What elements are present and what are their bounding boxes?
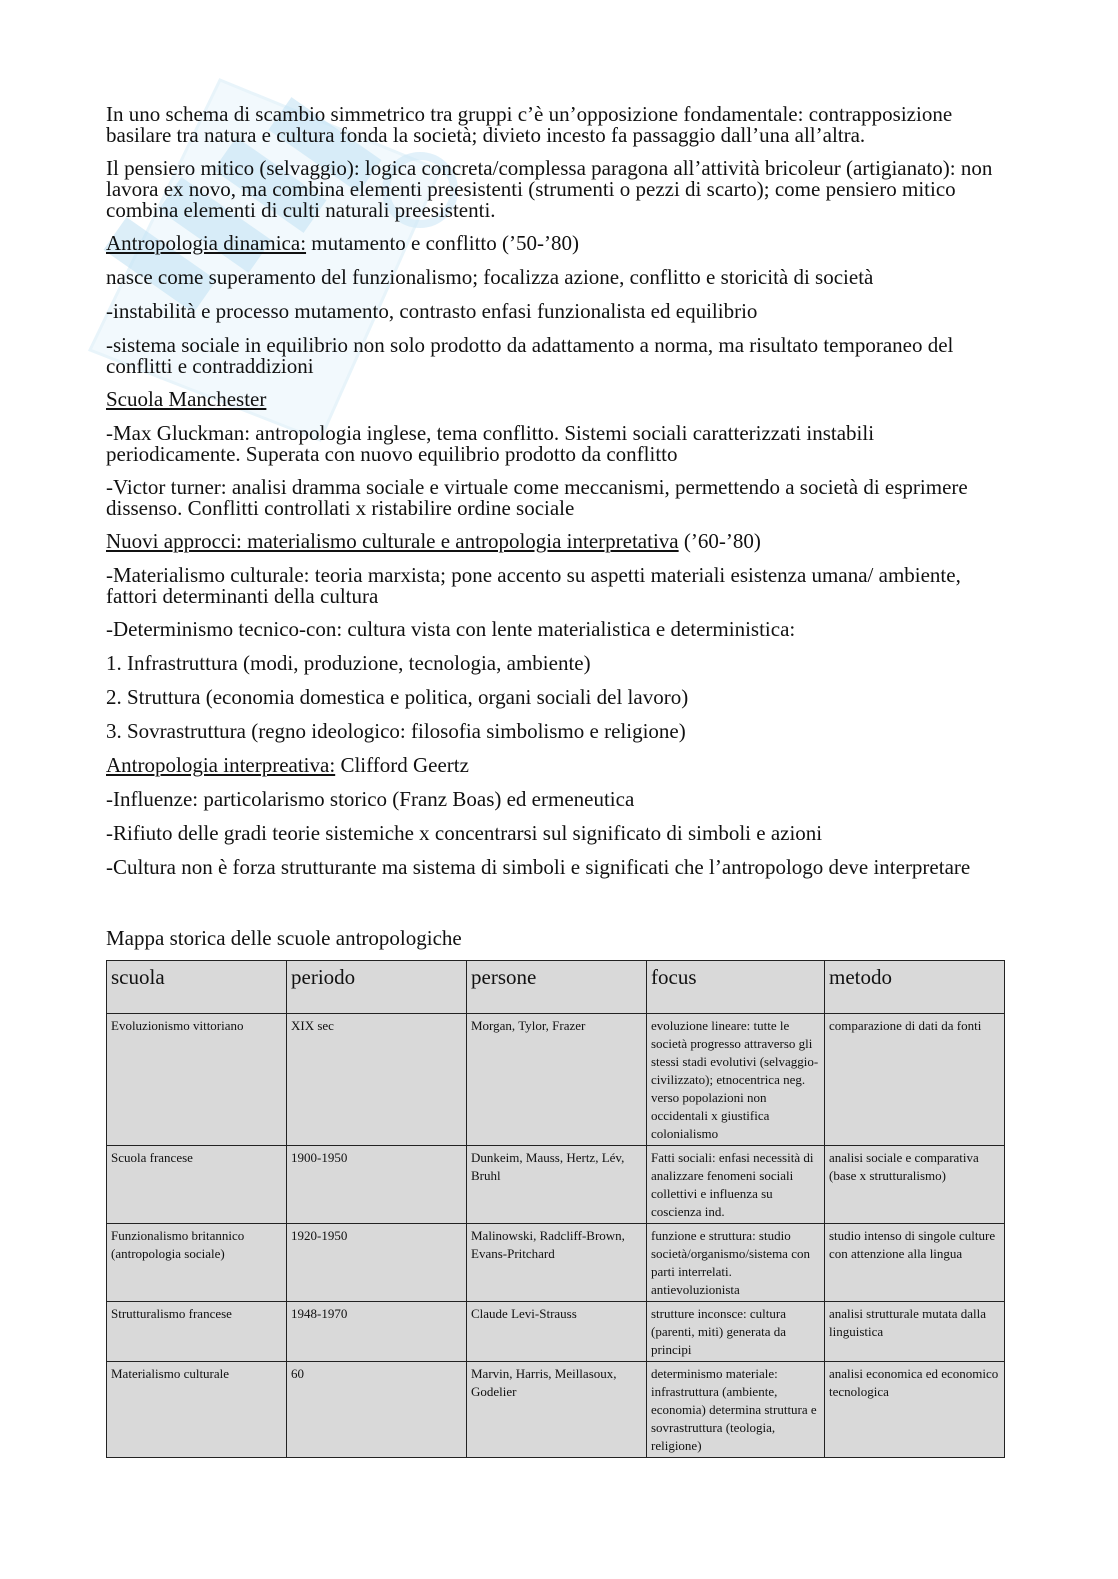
- heading-nuovi-approcci: Nuovi approcci: materialismo culturale e antropologia interpretativa (’60-’80): [106, 529, 761, 553]
- table-row: [107, 1362, 1005, 1458]
- table-header-row: [107, 961, 1005, 1014]
- cell-scuola: Scuola francese: [107, 1146, 287, 1224]
- cell-focus: strutture inconsce: cultura (parenti, miti) generata da principi: [647, 1302, 825, 1362]
- header-persone: persone: [467, 961, 647, 1014]
- cell-focus: determinismo materiale: infrastruttura (ambiente, economia) determina struttura e sovrastruttura (teologia, religione): [647, 1362, 825, 1458]
- paragraph-cultura: -Cultura non è forza strutturante ma sistema di simboli e significati che l’antropologo deve interpretare: [106, 855, 971, 879]
- cell-periodo: 1948-1970: [287, 1302, 467, 1362]
- cell-scuola: Evoluzionismo vittoriano: [107, 1014, 287, 1146]
- cell-periodo: XIX sec: [287, 1014, 467, 1146]
- list-item-struttura: 2. Struttura (economia domestica e politica, organi sociali del lavoro): [106, 685, 689, 709]
- heading-scuola-manchester: Scuola Manchester: [106, 387, 267, 411]
- paragraph-turner: -Victor turner: analisi dramma sociale e virtuale come meccanismi, permettendo a società di esprimere dissenso. Conflitti controllati x ristabilire ordine sociale: [106, 475, 968, 520]
- header-periodo: periodo: [287, 961, 467, 1014]
- paragraph-materialismo: -Materialismo culturale: teoria marxista; pone accento su aspetti materiali esistenza umana/ ambiente, fattori determinanti della cultura: [106, 563, 961, 608]
- cell-metodo: analisi sociale e comparativa (base x strutturalismo): [825, 1146, 1005, 1224]
- cell-persone: Claude Levi-Strauss: [467, 1302, 647, 1362]
- paragraph-gluckman: -Max Gluckman: antropologia inglese, tema conflitto. Sistemi sociali caratterizzati instabili periodicamente. Superata con nuovo equilibrio prodotto da conflitto: [106, 421, 875, 466]
- table-row: [107, 1014, 1005, 1146]
- cell-persone: Morgan, Tylor, Frazer: [467, 1014, 647, 1146]
- list-item-sovrastruttura: 3. Sovrastruttura (regno ideologico: filosofia simbolismo e religione): [106, 719, 686, 743]
- paragraph-pensiero-mitico: Il pensiero mitico (selvaggio): logica concreta/complessa paragona all’attività bricoleur (artigianato): non lavora ex novo, ma combina elementi preesistenti (strumenti o pezzi di scarto); come pensiero mitico combina elementi di culti naturali preesistenti.: [106, 156, 993, 222]
- table-row: [107, 1224, 1005, 1302]
- cell-scuola: Materialismo culturale: [107, 1362, 287, 1458]
- cell-focus: Fatti sociali: enfasi necessità di analizzare fenomeni sociali collettivi e influenza su coscienza ind.: [647, 1146, 825, 1224]
- cell-periodo: 1900-1950: [287, 1146, 467, 1224]
- paragraph-funzionalismo: nasce come superamento del funzionalismo; focalizza azione, conflitto e storicità di società: [106, 265, 874, 289]
- paragraph-determinismo: -Determinismo tecnico-con: cultura vista con lente materialistica e deterministica:: [106, 617, 796, 641]
- header-focus: focus: [647, 961, 825, 1014]
- cell-periodo: 1920-1950: [287, 1224, 467, 1302]
- paragraph-sistema-sociale: -sistema sociale in equilibrio non solo prodotto da adattamento a norma, ma risultato temporaneo del conflitti e contraddizioni: [106, 333, 954, 378]
- cell-focus: funzione e struttura: studio società/organismo/sistema con parti interrelati. antievoluzionista: [647, 1224, 825, 1302]
- paragraph-rifiuto: -Rifiuto delle gradi teorie sistemiche x concentrarsi sul significato di simboli e azioni: [106, 821, 823, 845]
- page-content: [106, 104, 1006, 1458]
- cell-scuola: Strutturalismo francese: [107, 1302, 287, 1362]
- heading-antropologia-dinamica: Antropologia dinamica: mutamento e conflitto (’50-’80): [106, 231, 579, 255]
- table-row: [107, 1146, 1005, 1224]
- schools-table: [106, 960, 1005, 1458]
- cell-metodo: comparazione di dati da fonti: [825, 1014, 1005, 1146]
- header-scuola: scuola: [107, 961, 287, 1014]
- cell-persone: Marvin, Harris, Meillasoux, Godelier: [467, 1362, 647, 1458]
- list-item-infrastruttura: 1. Infrastruttura (modi, produzione, tecnologia, ambiente): [106, 651, 591, 675]
- cell-persone: Malinowski, Radcliff-Brown, Evans-Pritchard: [467, 1224, 647, 1302]
- paragraph-instabilita: -instabilità e processo mutamento, contrasto enfasi funzionalista ed equilibrio: [106, 299, 758, 323]
- cell-persone: Dunkeim, Mauss, Hertz, Lév, Bruhl: [467, 1146, 647, 1224]
- cell-periodo: 60: [287, 1362, 467, 1458]
- table-row: [107, 1302, 1005, 1362]
- table-title: Mappa storica delle scuole antropologiche: [106, 926, 462, 950]
- paragraph-influenze: -Influenze: particolarismo storico (Franz Boas) ed ermeneutica: [106, 787, 635, 811]
- cell-scuola: Funzionalismo britannico (antropologia sociale): [107, 1224, 287, 1302]
- paragraph-scambio: In uno schema di scambio simmetrico tra gruppi c’è un’opposizione fondamentale: contrapposizione basilare tra natura e cultura fonda la società; divieto incesto fa passaggio dall’una all’altra.: [106, 102, 953, 147]
- heading-antropologia-interpretativa: Antropologia interpreativa: Clifford Geertz: [106, 753, 469, 777]
- cell-metodo: studio intenso di singole culture con attenzione alla lingua: [825, 1224, 1005, 1302]
- cell-metodo: analisi economica ed economico tecnologica: [825, 1362, 1005, 1458]
- cell-metodo: analisi strutturale mutata dalla linguistica: [825, 1302, 1005, 1362]
- cell-focus: evoluzione lineare: tutte le società progresso attraverso gli stessi stadi evolutivi (selvaggio-civilizzato); etnocentrica neg. verso popolazioni non occidentali x giustifica colonialismo: [647, 1014, 825, 1146]
- header-metodo: metodo: [825, 961, 1005, 1014]
